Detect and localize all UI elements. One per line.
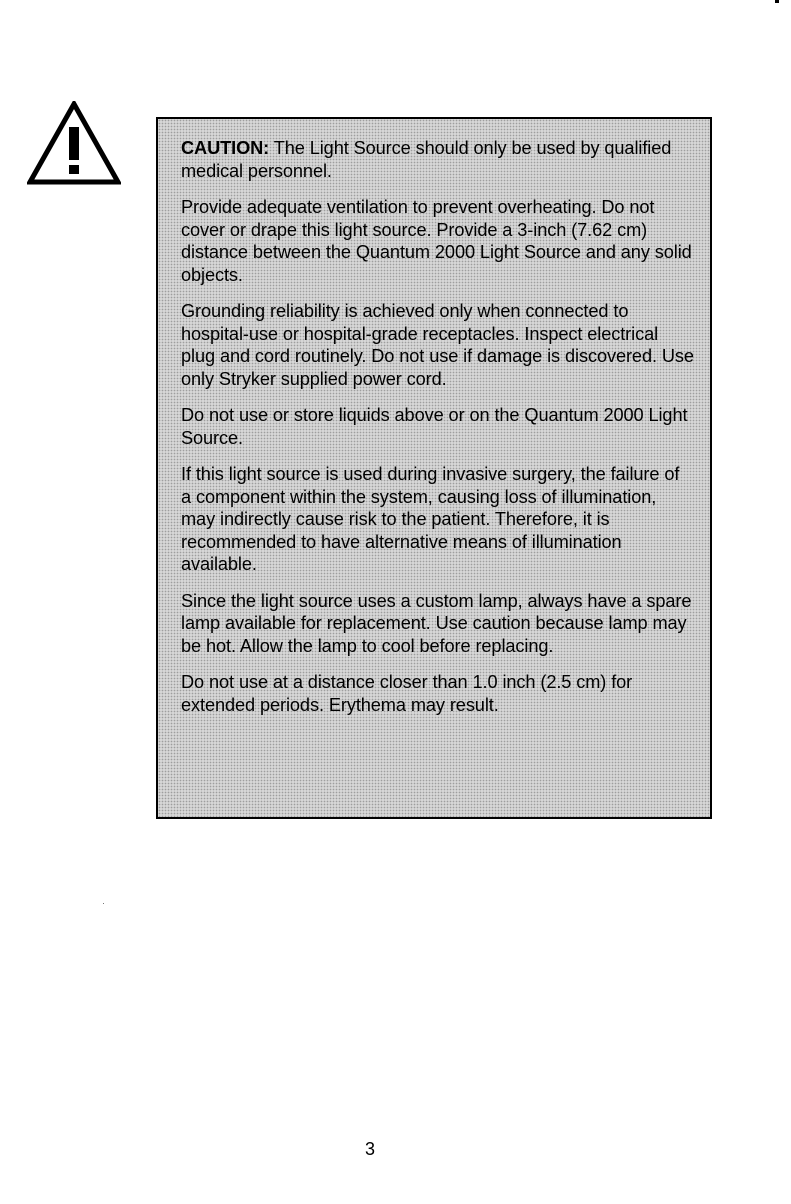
scan-speck bbox=[103, 903, 104, 904]
spare-lamp-paragraph: Since the light source uses a custom lamp, always have a spare lamp available for replacement. Use caution because lamp may be hot. Allow the lamp to cool before replacing. bbox=[181, 590, 692, 656]
caution-label: CAUTION: bbox=[181, 138, 270, 158]
caution-paragraph bbox=[181, 137, 694, 182]
invasive-surgery-paragraph: If this light source is used during invasive surgery, the failure of a component within the system, causing loss of illumination, may indirectly cause risk to the patient. Therefore, it is recommended to have alternative means of illumination available. bbox=[181, 464, 680, 574]
grounding-paragraph: Grounding reliability is achieved only when connected to hospital-use or hospital-grade receptacles. Inspect electrical plug and cord routinely. Do not use if damage is discovered. Use only Stryker supplied power cord. bbox=[181, 301, 694, 389]
ventilation-paragraph: Provide adequate ventilation to prevent overheating. Do not cover or drape this light source. Provide a 3-inch (7.62 cm) distance between the Quantum 2000 Light Source and any solid objects. bbox=[181, 197, 692, 285]
warning-triangle-icon bbox=[27, 101, 121, 185]
caution-paragraph-text: The Light Source should only be used by qualified medical personnel. bbox=[181, 138, 672, 181]
distance-paragraph: Do not use at a distance closer than 1.0 inch (2.5 cm) for extended periods. Erythema may result. bbox=[181, 672, 633, 715]
corner-mark bbox=[775, 0, 779, 3]
page-number-text: 3 bbox=[364, 1139, 375, 1159]
liquids-paragraph: Do not use or store liquids above or on the Quantum 2000 Light Source. bbox=[181, 405, 688, 448]
page-number bbox=[0, 1139, 740, 1160]
caution-box bbox=[156, 117, 712, 819]
